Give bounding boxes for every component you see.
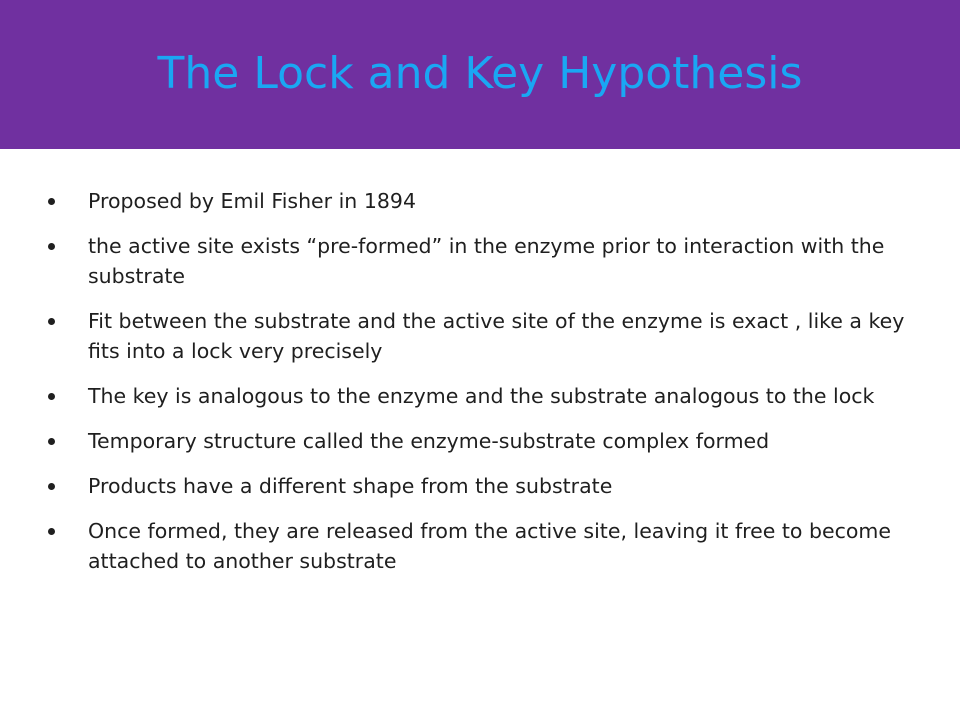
bullet-dot-icon bbox=[48, 528, 55, 535]
bullet-dot-icon bbox=[48, 438, 55, 445]
title-banner bbox=[0, 0, 960, 149]
bullet-item bbox=[48, 426, 908, 456]
bullet-text: Products have a different shape from the substrate bbox=[88, 474, 613, 498]
bullet-text: Fit between the substrate and the active site of the enzyme is exact , like a key fits into a lock very precisely bbox=[88, 309, 905, 363]
bullet-text: The key is analogous to the enzyme and the substrate analogous to the lock bbox=[88, 384, 875, 408]
bullet-item bbox=[48, 471, 908, 501]
bullet-item bbox=[48, 231, 908, 291]
bullet-dot-icon bbox=[48, 318, 55, 325]
bullet-item bbox=[48, 381, 908, 411]
bullet-text: Temporary structure called the enzyme-substrate complex formed bbox=[88, 429, 770, 453]
bullet-text: Once formed, they are released from the active site, leaving it free to become attached to another substrate bbox=[88, 519, 892, 573]
bullet-item bbox=[48, 306, 908, 366]
bullet-item bbox=[48, 516, 908, 576]
bullet-dot-icon bbox=[48, 393, 55, 400]
slide-title: The Lock and Key Hypothesis bbox=[157, 48, 803, 99]
bullet-dot-icon bbox=[48, 198, 55, 205]
bullet-dot-icon bbox=[48, 483, 55, 490]
bullet-text: the active site exists “pre-formed” in the enzyme prior to interaction with the substrate bbox=[88, 234, 885, 288]
bullet-dot-icon bbox=[48, 243, 55, 250]
bullet-item bbox=[48, 186, 908, 216]
bullet-text: Proposed by Emil Fisher in 1894 bbox=[88, 189, 416, 213]
bullet-list bbox=[48, 186, 908, 591]
